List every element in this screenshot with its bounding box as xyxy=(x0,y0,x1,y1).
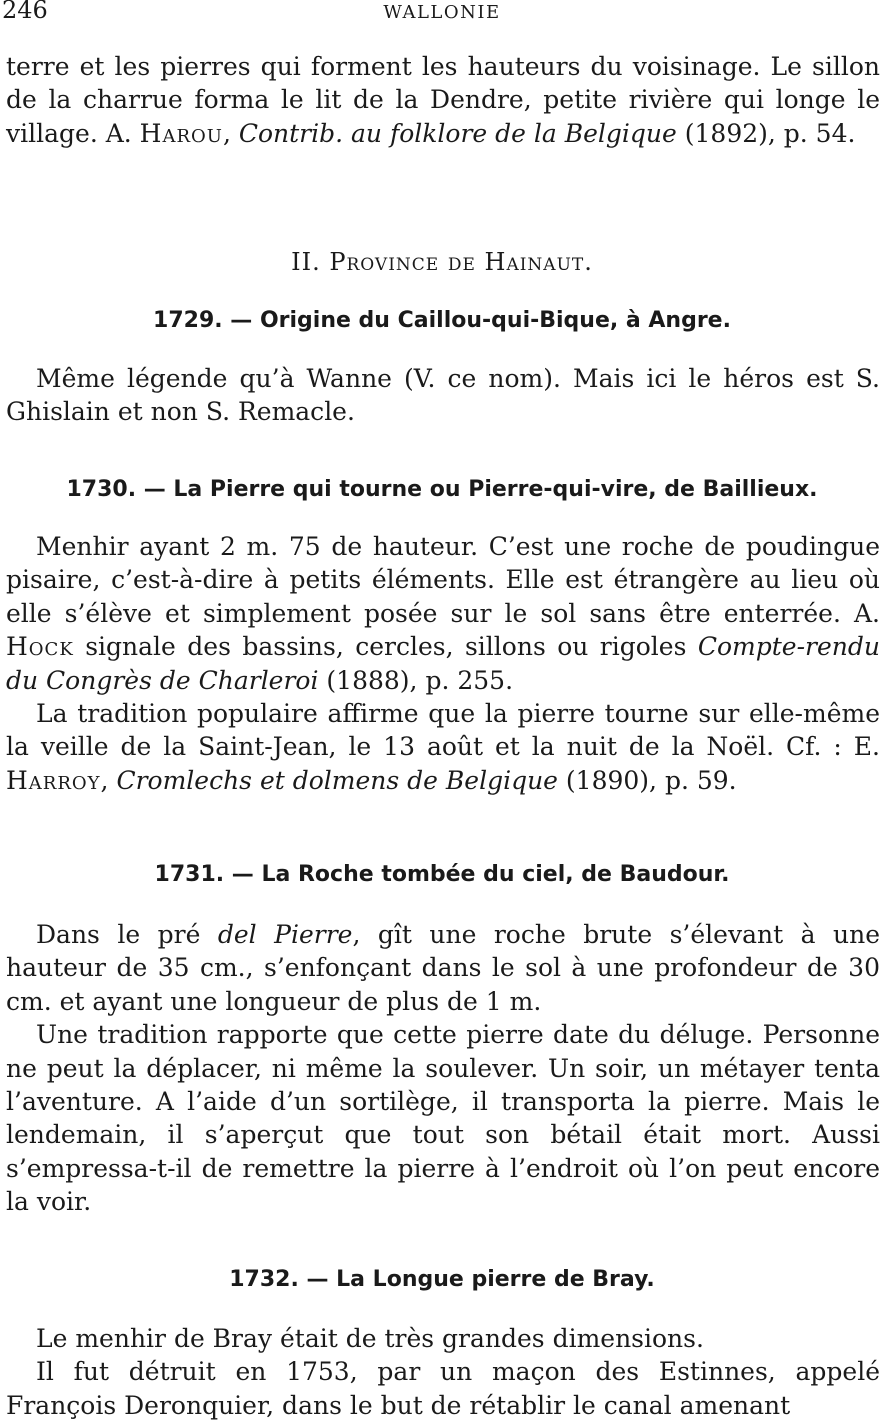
entry-1731-text: Dans le pré xyxy=(36,920,218,949)
section-title xyxy=(0,246,884,279)
entry-1730-text: Menhir ayant 2 m. 75 de hauteur. C’est une roche de poudingue pisaire, c’est-à-dire à petits éléments. Elle est étrangère au lieu où elle s’élève et simplement posée sur le sol sans être enterrée. A. xyxy=(6,532,880,628)
entry-1730-body xyxy=(6,530,880,797)
running-header xyxy=(0,0,884,24)
page-number: 246 xyxy=(2,0,48,24)
entry-1730-heading: 1730. — La Pierre qui tourne ou Pierre-qui-vire, de Baillieux. xyxy=(66,477,818,502)
entry-1732-paragraph-2: Il fut détruit en 1753, par un maçon des Estinnes, appelé François Deronquier, dans le but de rétablir le canal amenant xyxy=(6,1357,880,1420)
entry-1729-body xyxy=(6,362,880,429)
entry-1732-body xyxy=(6,1322,880,1422)
entry-1732-heading: 1732. — La Longue pierre de Bray. xyxy=(229,1267,655,1292)
section-number: II. xyxy=(291,248,321,276)
entry-1731-body xyxy=(6,918,880,1219)
entry-1731-paragraph-2: Une tradition rapporte que cette pierre date du déluge. Personne ne peut la déplacer, ni même la soulever. Un soir, un métayer tenta l’aventure. A l’aide d’un sortilège, il transporta la pierre. Mais le lendemain, il s’aperçut que tout son bétail était mort. Aussi s’empressa-t-il de remettre la pierre à l’endroit où l’on peut encore la voir. xyxy=(6,1020,880,1217)
entry-1732-paragraph-1: Le menhir de Bray était de très grandes dimensions. xyxy=(36,1324,704,1353)
intro-text-end: (1892), p. 54. xyxy=(676,118,856,148)
intro-separator: , xyxy=(222,118,239,148)
entry-1730-text-2: signale des bassins, cercles, sillons ou rigoles xyxy=(73,632,698,662)
entry-1729-paragraph: Même légende qu’à Wanne (V. ce nom). Mais ici le héros est S. Ghislain et non S. Remacle. xyxy=(6,364,880,427)
entry-1730-work-title: Compte-rendu du Congrès de Charleroi xyxy=(6,632,880,695)
entry-1731-paragraph-1 xyxy=(6,918,880,1018)
entry-1730-p2-text-end: (1890), p. 59. xyxy=(557,765,737,795)
entry-1730-paragraph-2 xyxy=(6,697,880,797)
entry-1730-p2-work-title: Cromlechs et dolmens de Belgique xyxy=(116,765,558,795)
entry-1730-p2-text: La tradition populaire affirme que la pierre tourne sur elle-même la veille de la Saint-Jean, le 13 août et la nuit de la Noël. Cf. : E. xyxy=(6,699,880,762)
running-title: WALLONIE xyxy=(383,2,501,23)
entry-1731-place-name: del Pierre xyxy=(217,920,353,949)
entry-1730-p2-separator: , xyxy=(100,765,117,795)
entry-1731-text-2: , gît une roche brute s’élevant à une hauteur de 35 cm., s’enfonçant dans le sol à une profondeur de 30 cm. et ayant une longueur de plus de 1 m. xyxy=(6,920,880,1016)
entry-1730-p2-author: Harroy xyxy=(6,765,101,795)
entry-1730-text-3: (1888), p. 255. xyxy=(318,665,514,695)
intro-text: terre et les pierres qui forment les hauteurs du voisinage. Le sillon de la charrue forma le lit de la Dendre, petite rivière qui longe le village. A. xyxy=(6,52,880,148)
intro-paragraph-block xyxy=(6,50,880,150)
entry-1731-heading: 1731. — La Roche tombée du ciel, de Baudour. xyxy=(154,862,730,887)
intro-work-title: Contrib. au folklore de la Belgique xyxy=(238,118,677,148)
section-name: Province de Hainaut. xyxy=(329,248,593,276)
entry-1730-author: Hock xyxy=(6,632,74,662)
intro-author: Harou xyxy=(139,118,223,148)
entry-1730-paragraph-1 xyxy=(6,530,880,697)
intro-paragraph xyxy=(6,50,880,150)
entry-1729-heading: 1729. — Origine du Caillou-qui-Bique, à Angre. xyxy=(153,308,731,333)
